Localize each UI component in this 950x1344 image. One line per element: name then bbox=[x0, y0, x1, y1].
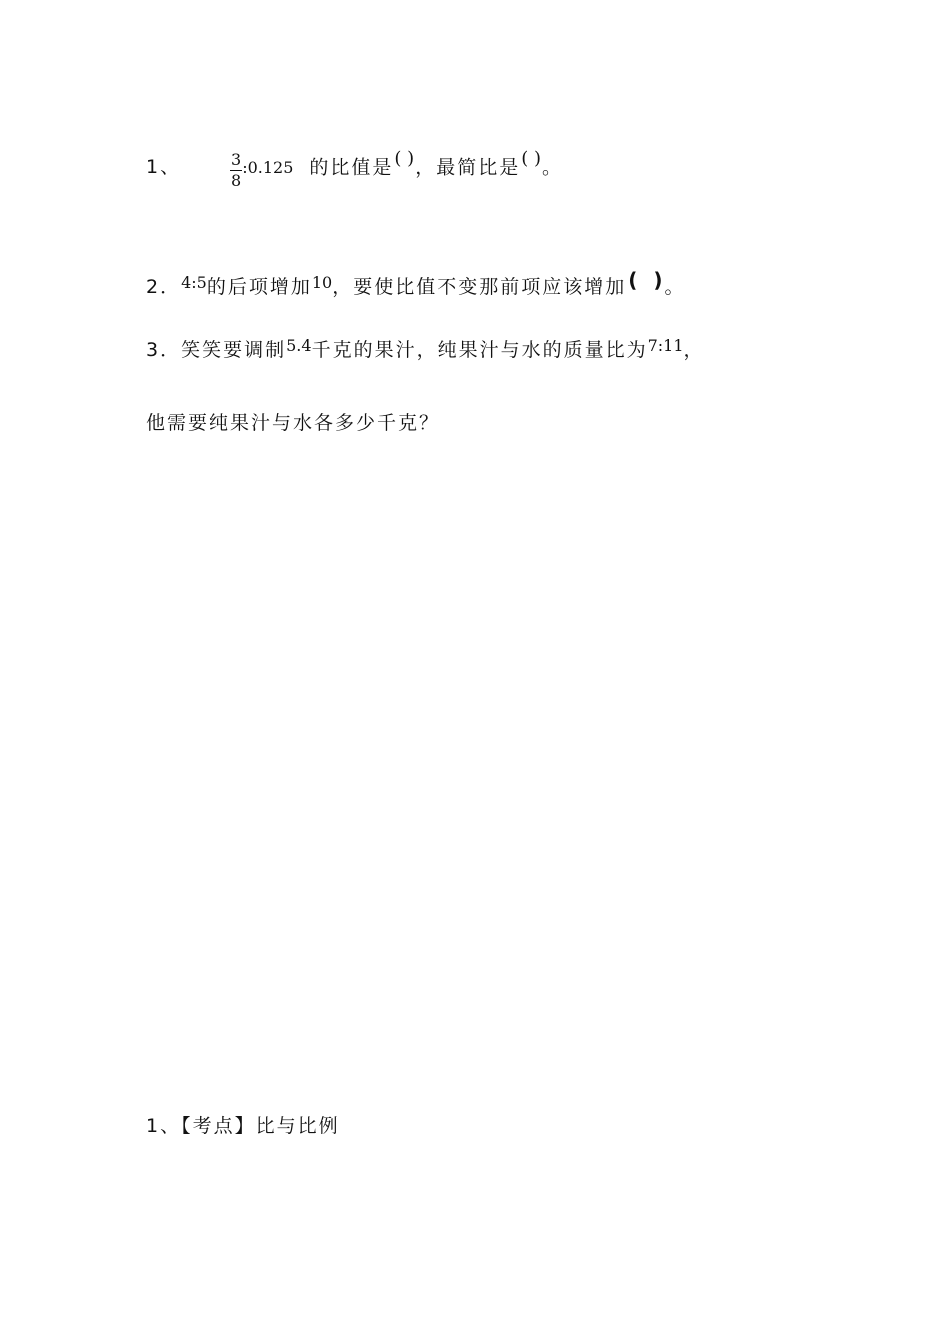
answer-number: 1、 bbox=[146, 1115, 182, 1137]
question-text: 他需要纯果汁与水各多少千克？ bbox=[146, 412, 441, 434]
answer-1 bbox=[146, 1117, 340, 1136]
fraction-denominator: 8 bbox=[231, 171, 242, 191]
paren-left: ( bbox=[628, 268, 638, 292]
question-text: 。 bbox=[541, 156, 563, 179]
ratio-expression: 7:11 bbox=[647, 336, 684, 355]
question-number: 1、 bbox=[146, 156, 182, 179]
question-text: 的后项增加 bbox=[206, 276, 312, 298]
question-text: 。 bbox=[664, 276, 686, 298]
question-3 bbox=[146, 336, 705, 361]
fraction-numerator: 3 bbox=[230, 151, 242, 171]
number-value: 5.4 bbox=[286, 336, 312, 355]
question-text: 笑笑要调制 bbox=[181, 339, 287, 361]
number-value: 10 bbox=[311, 273, 333, 292]
question-text: ，要使比值不变那前项应该增加 bbox=[332, 276, 627, 298]
answer-text: 【考点】比与比例 bbox=[181, 1115, 340, 1137]
question-text: 千克的果汁，纯果汁与水的质量比为 bbox=[311, 339, 648, 361]
question-2 bbox=[146, 268, 686, 298]
question-3-continuation bbox=[146, 414, 440, 433]
question-text: ，最简比是 bbox=[415, 156, 521, 179]
question-text: ， bbox=[683, 339, 705, 361]
ratio-expression: :0.125 bbox=[242, 158, 294, 178]
answer-blank: ( ) bbox=[521, 148, 541, 170]
question-1 bbox=[146, 148, 563, 191]
fraction bbox=[230, 151, 242, 191]
paren-right: ) bbox=[653, 268, 663, 292]
question-text: 的比值是 bbox=[309, 156, 394, 179]
answer-blank: ( ) bbox=[394, 148, 415, 170]
answer-blank bbox=[628, 268, 662, 292]
question-number: 3． bbox=[146, 339, 182, 361]
ratio-expression: 4:5 bbox=[181, 273, 207, 292]
question-number: 2． bbox=[146, 276, 182, 298]
